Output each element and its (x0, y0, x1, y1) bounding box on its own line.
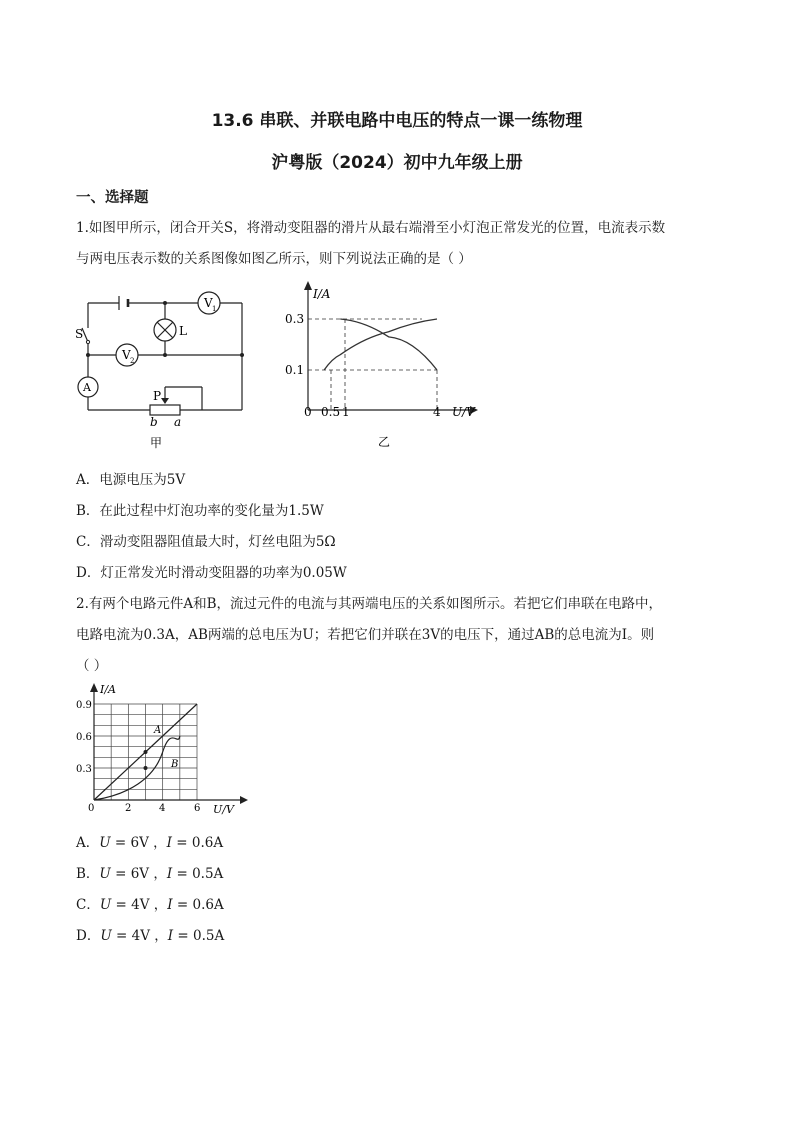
option-eq: = 6V ， (110, 866, 167, 882)
option-eq2: = 0.6A (172, 897, 224, 913)
q2-tick-y: 0.6 (76, 732, 92, 743)
q2-option-d[interactable] (76, 924, 224, 944)
junction-dot (86, 353, 90, 357)
option-eq: = 4V ， (111, 897, 168, 913)
document-subtitle: 沪粤版（2024）初中九年级上册 (271, 153, 523, 173)
var-i: I (166, 866, 173, 882)
option-letter: B． (76, 503, 100, 519)
q2-tick-y: 0.3 (76, 764, 92, 775)
junction-dot (240, 353, 244, 357)
q2-tick-y: 0.9 (76, 700, 92, 711)
var-u: U (99, 835, 111, 851)
q2-tick-x: 0 (88, 803, 95, 814)
v2-label: V (122, 348, 131, 362)
junction-dot (163, 353, 167, 357)
junction-dot (163, 301, 167, 305)
option-text: 滑动变阻器阻值最大时，灯丝电阻为5Ω (99, 534, 336, 550)
v1-label: V (204, 296, 213, 310)
curve-b-label: B (171, 759, 179, 770)
q2-option-b[interactable] (76, 862, 223, 882)
q1-tick-x: 0.5 (321, 405, 341, 419)
q2-tick-x: 4 (159, 803, 166, 814)
option-letter: A． (76, 835, 100, 851)
q1-stem-line1: 1.如图甲所示，闭合开关S，将滑动变阻器的滑片从最右端滑至小灯泡正常发光的位置，电流表示数 (76, 220, 666, 236)
q1-stem-line2: 与两电压表示数的关系图像如图乙所示，则下列说法正确的是（ ） (76, 251, 472, 267)
option-eq2: = 0.5A (172, 866, 224, 882)
q1-option-d[interactable] (76, 561, 347, 581)
var-u: U (100, 928, 112, 944)
q1-graph-ylabel: I/A (313, 287, 331, 301)
q1-tick-x: 4 (433, 405, 441, 419)
var-i: I (167, 928, 174, 944)
option-text: 电源电压为5V (99, 472, 186, 488)
ammeter-label: A (83, 381, 91, 394)
q2-stem-line2: 电路电流为0.3A，AB两端的总电压为U；若把它们并联在3V的电压下，通过AB的总电流为I。则 (76, 627, 655, 643)
q1-series-1-line (324, 319, 437, 370)
q2-stem-line1: 2.有两个电路元件A和B，流过元件的电流与其两端电压的关系如图所示。若把它们串联在电路中， (76, 596, 663, 612)
var-i: I (167, 897, 173, 913)
option-letter: A． (76, 472, 100, 488)
q2-option-c[interactable] (76, 893, 224, 913)
q2-data-point (144, 766, 148, 770)
switch-label: S (75, 327, 84, 341)
q1-tick-y: 0.1 (285, 363, 305, 377)
q1-graph (285, 278, 485, 454)
q2-tick-x: 2 (125, 803, 132, 814)
q1-tick-x: 0 (304, 405, 312, 419)
q1-tick-y: 0.3 (285, 312, 305, 326)
option-letter: D． (76, 565, 101, 581)
q1-option-b[interactable] (76, 499, 324, 519)
q2-option-a[interactable] (76, 831, 223, 851)
option-eq2: = 0.5A (173, 928, 225, 944)
q1-option-a[interactable] (76, 468, 185, 488)
option-letter: B． (76, 866, 100, 882)
option-letter: D． (76, 928, 101, 944)
curve-a-label: A (154, 725, 162, 736)
var-u: U (99, 866, 111, 882)
option-letter: C． (76, 897, 100, 913)
q1-tick-x: 1 (342, 405, 350, 419)
document-title: 13.6 串联、并联电路中电压的特点一课一练物理 (211, 111, 583, 131)
q1-graph-xlabel: U/V (452, 405, 475, 419)
section-heading: 一、选择题 (76, 190, 149, 206)
q2-graph (70, 680, 260, 820)
option-text: 灯正常发光时滑动变阻器的功率为0.05W (100, 565, 347, 581)
q1-option-c[interactable] (76, 530, 336, 550)
v2-subscript: 2 (130, 357, 135, 365)
circuit-caption: 甲 (150, 436, 163, 450)
q1-circuit-diagram (70, 284, 250, 454)
option-eq: = 6V ， (110, 835, 167, 851)
q1-series-2-line (340, 319, 437, 370)
lamp-label: L (179, 324, 187, 338)
option-letter: C． (76, 534, 100, 550)
v1-subscript: 1 (212, 305, 217, 313)
var-u: U (99, 897, 112, 913)
q2-data-point (144, 750, 148, 754)
q1-graph-caption: 乙 (378, 435, 391, 449)
option-eq2: = 0.6A (172, 835, 224, 851)
slider-label: P (153, 389, 162, 403)
option-text: 在此过程中灯泡功率的变化量为1.5W (99, 503, 324, 519)
q2-stem-line3: （ ） (76, 658, 108, 674)
var-i: I (166, 835, 173, 851)
end-b-label: b (150, 415, 158, 429)
option-eq: = 4V ， (111, 928, 168, 944)
end-a-label: a (174, 415, 182, 429)
q2-graph-xlabel: U/V (213, 803, 234, 816)
q2-graph-ylabel: I/A (100, 683, 116, 696)
q2-tick-x: 6 (194, 803, 201, 814)
